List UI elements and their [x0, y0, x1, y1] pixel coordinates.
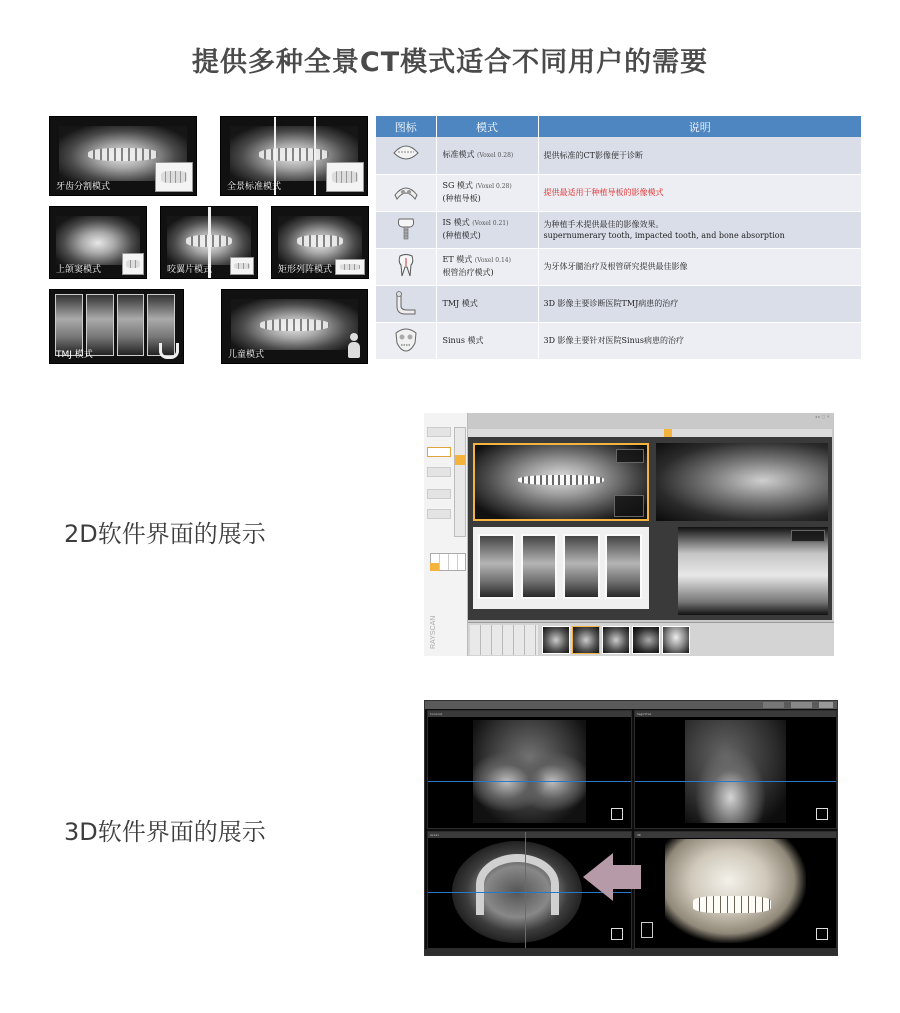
table-row: [376, 285, 862, 322]
view-mode-tabs[interactable]: [470, 625, 538, 655]
mode-description-en: supernumerary tooth, impacted tooth, and bone absorption: [543, 230, 785, 240]
sidebar-button[interactable]: [427, 467, 451, 477]
table-row: [376, 211, 862, 248]
mode-description: 3D 影像主要针对医院Sinus病患的治疗: [538, 322, 862, 359]
orientation-cube-icon[interactable]: [611, 808, 623, 820]
thumb-segmentation-mode[interactable]: [49, 116, 197, 196]
sidebar-button[interactable]: [427, 427, 451, 437]
coronal-ct-image: [473, 720, 587, 823]
teeth-arch-icon: [391, 141, 421, 167]
table-row: [376, 322, 862, 359]
tool-palette[interactable]: [454, 427, 466, 537]
thumb-tmj-mode[interactable]: [49, 289, 184, 364]
tmj-jaw-icon: [159, 343, 179, 359]
mode-name: Sinus 模式: [436, 322, 538, 359]
mode-description: 提供标准的CT影像便于诊断: [538, 137, 862, 174]
thumb-label: 全景标准模式: [227, 182, 282, 192]
mode-description: 3D 影像主要诊断医院TMJ病患的治疗: [538, 285, 862, 322]
voxel-size: (Voxel 0.21): [472, 220, 509, 227]
tmj-viewer[interactable]: [473, 527, 649, 609]
patient-figure-icon: [641, 922, 653, 938]
table-row: [376, 174, 862, 211]
sidebar-button[interactable]: [427, 489, 451, 499]
skull-3d-render: [665, 839, 806, 943]
voxel-size: (Voxel 0.14): [474, 257, 511, 264]
thumbnail-image[interactable]: [602, 626, 630, 654]
tool-grid-active[interactable]: [430, 563, 439, 571]
thumbnail-bar: [468, 622, 834, 656]
coronal-pane[interactable]: [427, 710, 632, 829]
section-2d-label: 2D软件界面的展示: [64, 520, 266, 548]
teeth-image: [88, 148, 158, 160]
sagittal-ct-image: [685, 720, 786, 823]
teeth-image: [259, 148, 329, 160]
teeth-image: [297, 235, 343, 246]
mode-name: ET 模式: [442, 255, 473, 264]
header-icon: 图标: [376, 116, 436, 137]
tmj-jaw-icon: [391, 290, 421, 316]
standard-inset-image: [326, 162, 364, 192]
periapical-info-box: [791, 530, 825, 542]
pane-title: Coronal: [430, 712, 443, 716]
guide-line: [314, 117, 316, 195]
pane-title: 3D: [637, 833, 641, 837]
mode-table: [376, 116, 862, 360]
crosshair-horizontal: [428, 781, 631, 782]
orientation-cube-icon[interactable]: [816, 928, 828, 940]
implant-guide-icon: [391, 179, 421, 205]
implant-tooth-icon: [391, 216, 421, 242]
pane-title: Sagittal: [637, 712, 652, 716]
sinus-skull-icon: [391, 327, 421, 353]
root-canal-icon: [391, 253, 421, 279]
image-viewer-area: [468, 429, 832, 620]
active-tool-icon[interactable]: [455, 455, 465, 465]
mode-description: 提供最适用于种植导板的影像模式: [538, 174, 862, 211]
pane-title: Axial: [430, 833, 440, 837]
thumbnail-image[interactable]: [662, 626, 690, 654]
thumb-label: 牙齿分割模式: [56, 182, 111, 192]
segmentation-inset-image: [155, 162, 193, 192]
brand-label: RAYSCAN: [430, 615, 437, 649]
panoramic-stats-box: [614, 495, 644, 517]
crosshair-vertical: [525, 832, 526, 948]
thumbnail-image-selected[interactable]: [572, 626, 600, 654]
mode-description: 为牙体牙髓治疗及根管研究提供最佳影像: [538, 248, 862, 285]
mode-subname: 根管治疗模式): [442, 268, 494, 277]
panoramic-viewer[interactable]: [473, 443, 649, 521]
mode-name: 标准模式: [442, 149, 475, 159]
tmj-xray-panel: [117, 294, 145, 355]
mode-subname: (种植模式): [442, 231, 481, 240]
thumbnail-image[interactable]: [632, 626, 660, 654]
voxel-size: (Voxel 0.28): [475, 183, 512, 190]
thumb-orthogonal-mode[interactable]: [271, 206, 369, 279]
section-3d-label: 3D软件界面的展示: [64, 818, 266, 846]
page-title: 提供多种全景CT模式适合不同用户的需要: [191, 47, 709, 78]
toolbar-active-button[interactable]: [664, 429, 672, 437]
voxel-size: (Voxel 0.28): [477, 151, 514, 159]
table-row: [376, 137, 862, 174]
thumb-child-mode[interactable]: [221, 289, 368, 364]
thumb-label: 矩形列阵模式: [278, 265, 333, 275]
pointer-arrow-icon: [583, 853, 613, 901]
thumb-panoramic-standard-mode[interactable]: [220, 116, 368, 196]
mode-subname: (种植导板): [442, 194, 481, 203]
crosshair-horizontal: [635, 781, 836, 782]
periapical-viewer[interactable]: [678, 527, 828, 615]
header-description: 说明: [538, 116, 862, 137]
orthogonal-inset-image: [335, 259, 365, 275]
orientation-cube-icon[interactable]: [816, 808, 828, 820]
bitewing-inset-image: [230, 257, 254, 275]
mode-name: TMJ 模式: [436, 285, 538, 322]
mode-name: SG 模式: [442, 181, 473, 190]
sagittal-pane[interactable]: [634, 710, 837, 829]
thumb-label: TMJ 模式: [56, 350, 93, 360]
table-row: [376, 248, 862, 285]
thumb-label: 儿童模式: [228, 350, 265, 360]
sidebar-button-image[interactable]: [427, 447, 451, 457]
mode-name: IS 模式: [442, 218, 470, 227]
window-controls[interactable]: ◂ ▸ ▢ ✕: [815, 414, 830, 419]
thumbnail-image[interactable]: [542, 626, 570, 654]
panoramic-info-box: [616, 449, 644, 463]
thumb-bitewing-mode[interactable]: [160, 206, 258, 279]
status-bar: [425, 949, 837, 955]
volume-3d-pane[interactable]: [634, 831, 837, 949]
mode-description: 为种植手术提供最佳的影像效果。: [543, 219, 664, 229]
left-sidebar: [424, 413, 468, 656]
child-person-icon: [345, 333, 363, 359]
thumb-label: 咬翼片模式: [167, 265, 213, 275]
teeth-image: [260, 319, 330, 331]
pointer-arrow-shaft: [611, 865, 641, 889]
thumb-maxillary-sinus-mode[interactable]: [49, 206, 147, 279]
orientation-cube-icon[interactable]: [611, 928, 623, 940]
sinus-inset-image: [122, 253, 144, 275]
thumb-label: 上颌窦模式: [56, 265, 102, 275]
software-3d-screenshot: [424, 700, 838, 956]
viewer-toolbar[interactable]: [468, 429, 832, 437]
sidebar-button[interactable]: [427, 509, 451, 519]
cephalometric-viewer[interactable]: [656, 443, 828, 521]
header-mode: 模式: [436, 116, 538, 137]
window-controls[interactable]: [763, 702, 833, 708]
